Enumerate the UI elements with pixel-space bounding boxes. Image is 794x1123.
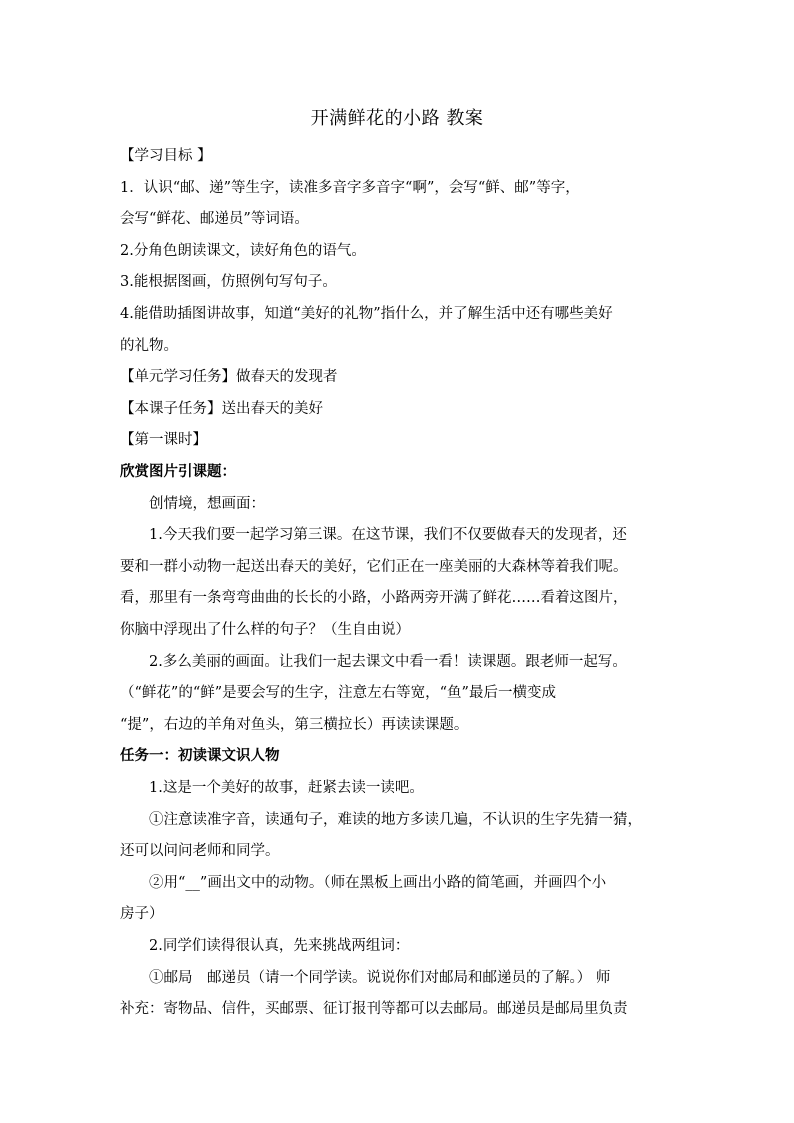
text-line: ②用“__”画出文中的动物。（师在黑板上画出小路的简笔画，并画四个小 [149, 875, 607, 891]
text-line: 补充：寄物品、信件，买邮票、征订报刊等都可以去邮局。邮递员是邮局里负责 [120, 1001, 628, 1017]
text-line: 要和一群小动物一起送出春天的美好，它们正在一座美丽的大森林等着我们呢。 [120, 559, 628, 575]
text-line: 2.同学们读得很认真，先来挑战两组词： [149, 938, 410, 954]
text-line: 1.今天我们要一起学习第三课。在这节课，我们不仅要做春天的发现者，还 [149, 527, 627, 543]
text-line: 创情境，想画面： [149, 496, 265, 512]
section-heading: 任务一：初读课文识人物 [120, 747, 280, 764]
text-line: 的礼物。 [120, 338, 178, 354]
text-line: 【本课子任务】送出春天的美好 [120, 401, 323, 417]
text-line: 1．认识“邮、递”等生字，读准多音字多音字“啊”，会写“鲜、邮”等字， [120, 180, 580, 196]
text-line: 你脑中浮现出了什么样的句子？（生自由说） [120, 622, 410, 638]
text-line: 【学习目标 】 [120, 148, 212, 164]
text-line: “提”，右边的羊角对鱼头，第三横拉长）再读读课题。 [120, 717, 469, 733]
text-line: 看，那里有一条弯弯曲曲的长长的小路，小路两旁开满了鲜花……看着这图片， [120, 590, 628, 606]
text-line: 4.能借助插图讲故事，知道“美好的礼物”指什么，并了解生活中还有哪些美好 [120, 306, 613, 322]
document-title: 开满鲜花的小路 教案 [310, 108, 484, 129]
text-line: ①邮局 邮递员（请一个同学读。说说你们对邮局和邮递员的了解。） 师 [149, 970, 611, 986]
text-line: 3.能根据图画，仿照例句写句子。 [120, 274, 337, 290]
text-line: 还可以问问老师和同学。 [120, 843, 280, 859]
text-line: 2.多么美丽的画面。让我们一起去课文中看一看！读课题。跟老师一起写。 [149, 654, 627, 670]
text-line: 房子） [120, 906, 164, 922]
text-line: 【单元学习任务】做春天的发现者 [120, 369, 338, 385]
text-line: ①注意读准字音，读通句子，难读的地方多读几遍，不认识的生字先猜一猜， [149, 812, 642, 828]
text-line: 【第一课时】 [120, 432, 207, 448]
text-line: 会写“鲜花、邮递员”等词语。 [120, 211, 309, 227]
text-line: 2.分角色朗读课文，读好角色的语气。 [120, 243, 366, 259]
section-heading: 欣赏图片引课题： [120, 463, 236, 480]
text-line: 1.这是一个美好的故事，赶紧去读一读吧。 [149, 780, 424, 796]
text-line: （“鲜花”的“鲜”是要会写的生字，注意左右等宽，“鱼”最后一横变成 [120, 685, 556, 701]
